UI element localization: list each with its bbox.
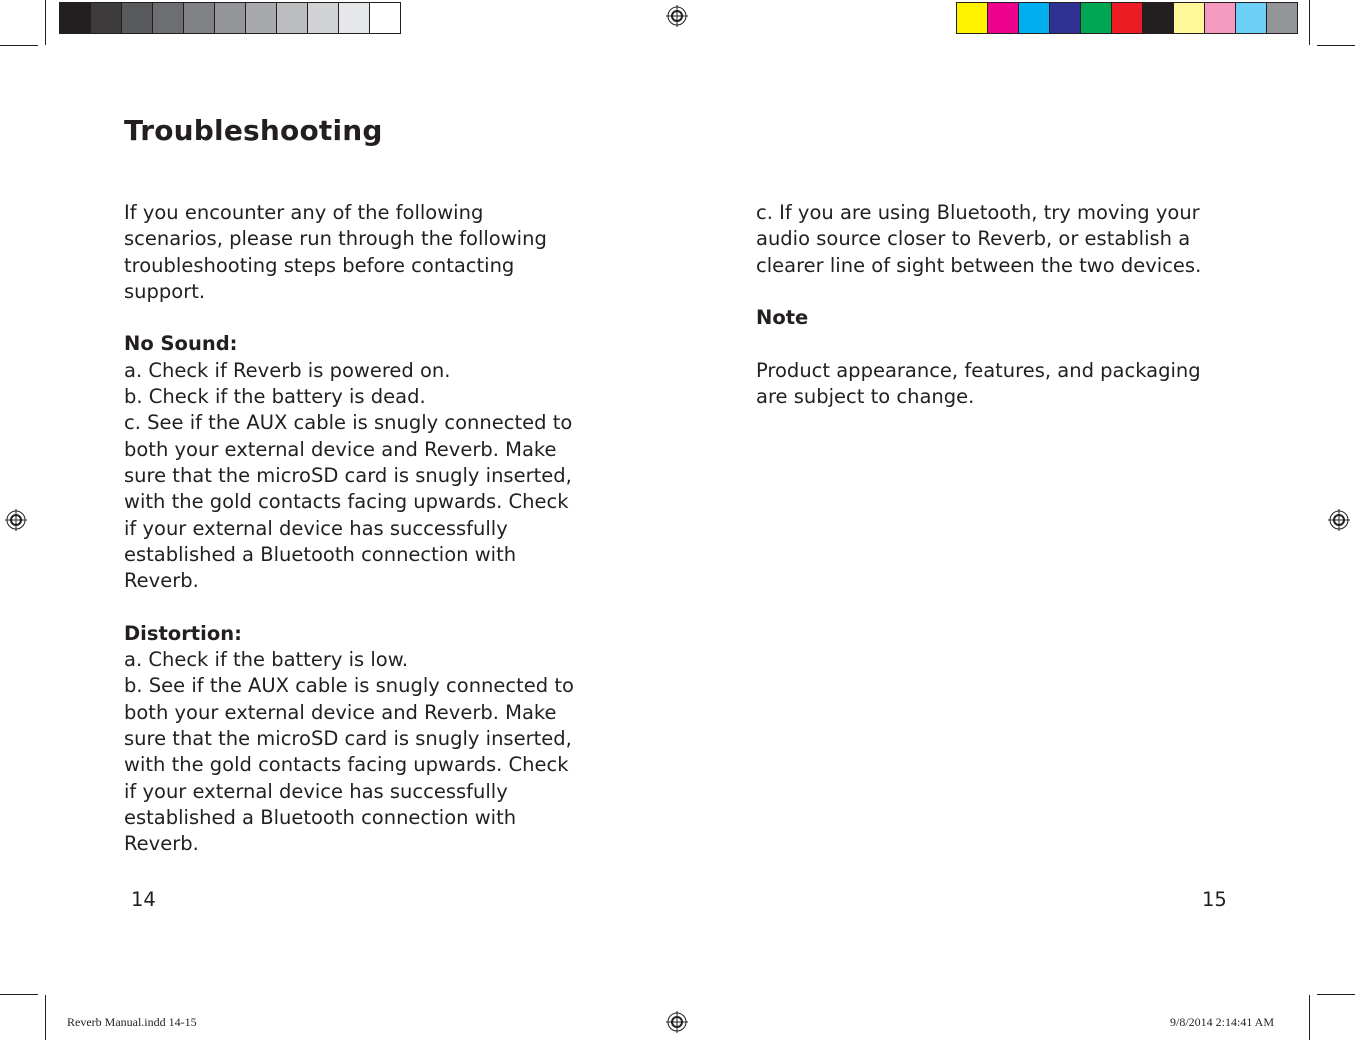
crop-mark (1309, 0, 1310, 45)
right-column (756, 200, 1236, 410)
gray-swatch (184, 3, 215, 33)
gray-swatch (277, 3, 308, 33)
slug-timestamp: 9/8/2014 2:14:41 AM (1170, 1015, 1275, 1029)
bluetooth-tip-line: c. If you are using Bluetooth, try moving your (756, 201, 1200, 224)
crop-mark (1317, 45, 1355, 46)
color-swatch (957, 3, 988, 33)
color-swatch (1174, 3, 1205, 33)
note-heading: Note (756, 306, 809, 330)
no-sound-line: sure that the microSD card is snugly inserted, (124, 463, 572, 487)
crop-mark (45, 995, 46, 1040)
intro-line: If you encounter any of the following (124, 201, 484, 224)
gray-swatch (215, 3, 246, 33)
crop-mark (1309, 995, 1310, 1040)
no-sound-line: with the gold contacts facing upwards. Check (124, 490, 569, 514)
distortion-line: sure that the microSD card is snugly inserted, (124, 726, 572, 750)
gray-swatch (246, 3, 277, 33)
note-line: Product appearance, features, and packaging (756, 358, 1201, 382)
color-swatch (1143, 3, 1174, 33)
page-number-right: 15 (1202, 888, 1227, 911)
grayscale-color-bar (59, 2, 401, 34)
left-column (124, 200, 594, 857)
process-color-bar (956, 2, 1298, 34)
no-sound-line: c. See if the AUX cable is snugly connected to (124, 411, 573, 435)
bluetooth-tip-line: clearer line of sight between the two devices. (756, 253, 1202, 277)
distortion-line: b. See if the AUX cable is snugly connected to (124, 674, 574, 698)
bluetooth-tip-line: audio source closer to Reverb, or establish a (756, 227, 1191, 251)
registration-mark-icon (5, 509, 27, 531)
gray-swatch (91, 3, 122, 33)
color-swatch (1267, 3, 1297, 33)
distortion-line: established a Bluetooth connection with (124, 805, 517, 829)
distortion-heading: Distortion: (124, 621, 242, 645)
page-title: Troubleshooting (124, 114, 383, 147)
gray-swatch (339, 3, 370, 33)
slug-filename: Reverb Manual.indd 14-15 (67, 1015, 197, 1029)
color-swatch (1081, 3, 1112, 33)
distortion-line: with the gold contacts facing upwards. Check (124, 753, 569, 777)
color-swatch (1205, 3, 1236, 33)
note-line: are subject to change. (756, 385, 975, 409)
registration-mark-icon (666, 1011, 688, 1033)
gray-swatch (60, 3, 91, 33)
gray-swatch (153, 3, 184, 33)
registration-mark-icon (1328, 509, 1350, 531)
crop-mark (1317, 994, 1355, 995)
gray-swatch (370, 3, 400, 33)
distortion-line: both your external device and Reverb. Make (124, 700, 557, 724)
crop-mark (0, 994, 38, 995)
no-sound-line: a. Check if Reverb is powered on. (124, 358, 451, 382)
gray-swatch (308, 3, 339, 33)
crop-mark (0, 45, 38, 46)
color-swatch (988, 3, 1019, 33)
color-swatch (1236, 3, 1267, 33)
gray-swatch (122, 3, 153, 33)
crop-mark (45, 0, 46, 45)
intro-line: troubleshooting steps before contacting (124, 253, 515, 277)
intro-line: scenarios, please run through the following (124, 227, 547, 251)
color-swatch (1050, 3, 1081, 33)
page-number-left: 14 (131, 888, 156, 911)
color-swatch (1112, 3, 1143, 33)
no-sound-line: both your external device and Reverb. Make (124, 437, 557, 461)
distortion-line: a. Check if the battery is low. (124, 648, 409, 672)
color-swatch (1019, 3, 1050, 33)
no-sound-line: Reverb. (124, 569, 199, 593)
no-sound-heading: No Sound: (124, 332, 238, 356)
no-sound-line: b. Check if the battery is dead. (124, 385, 426, 409)
intro-line: support. (124, 279, 206, 303)
no-sound-line: established a Bluetooth connection with (124, 542, 517, 566)
no-sound-line: if your external device has successfully (124, 516, 508, 540)
distortion-line: if your external device has successfully (124, 779, 508, 803)
registration-mark-icon (666, 5, 688, 27)
distortion-line: Reverb. (124, 832, 199, 856)
